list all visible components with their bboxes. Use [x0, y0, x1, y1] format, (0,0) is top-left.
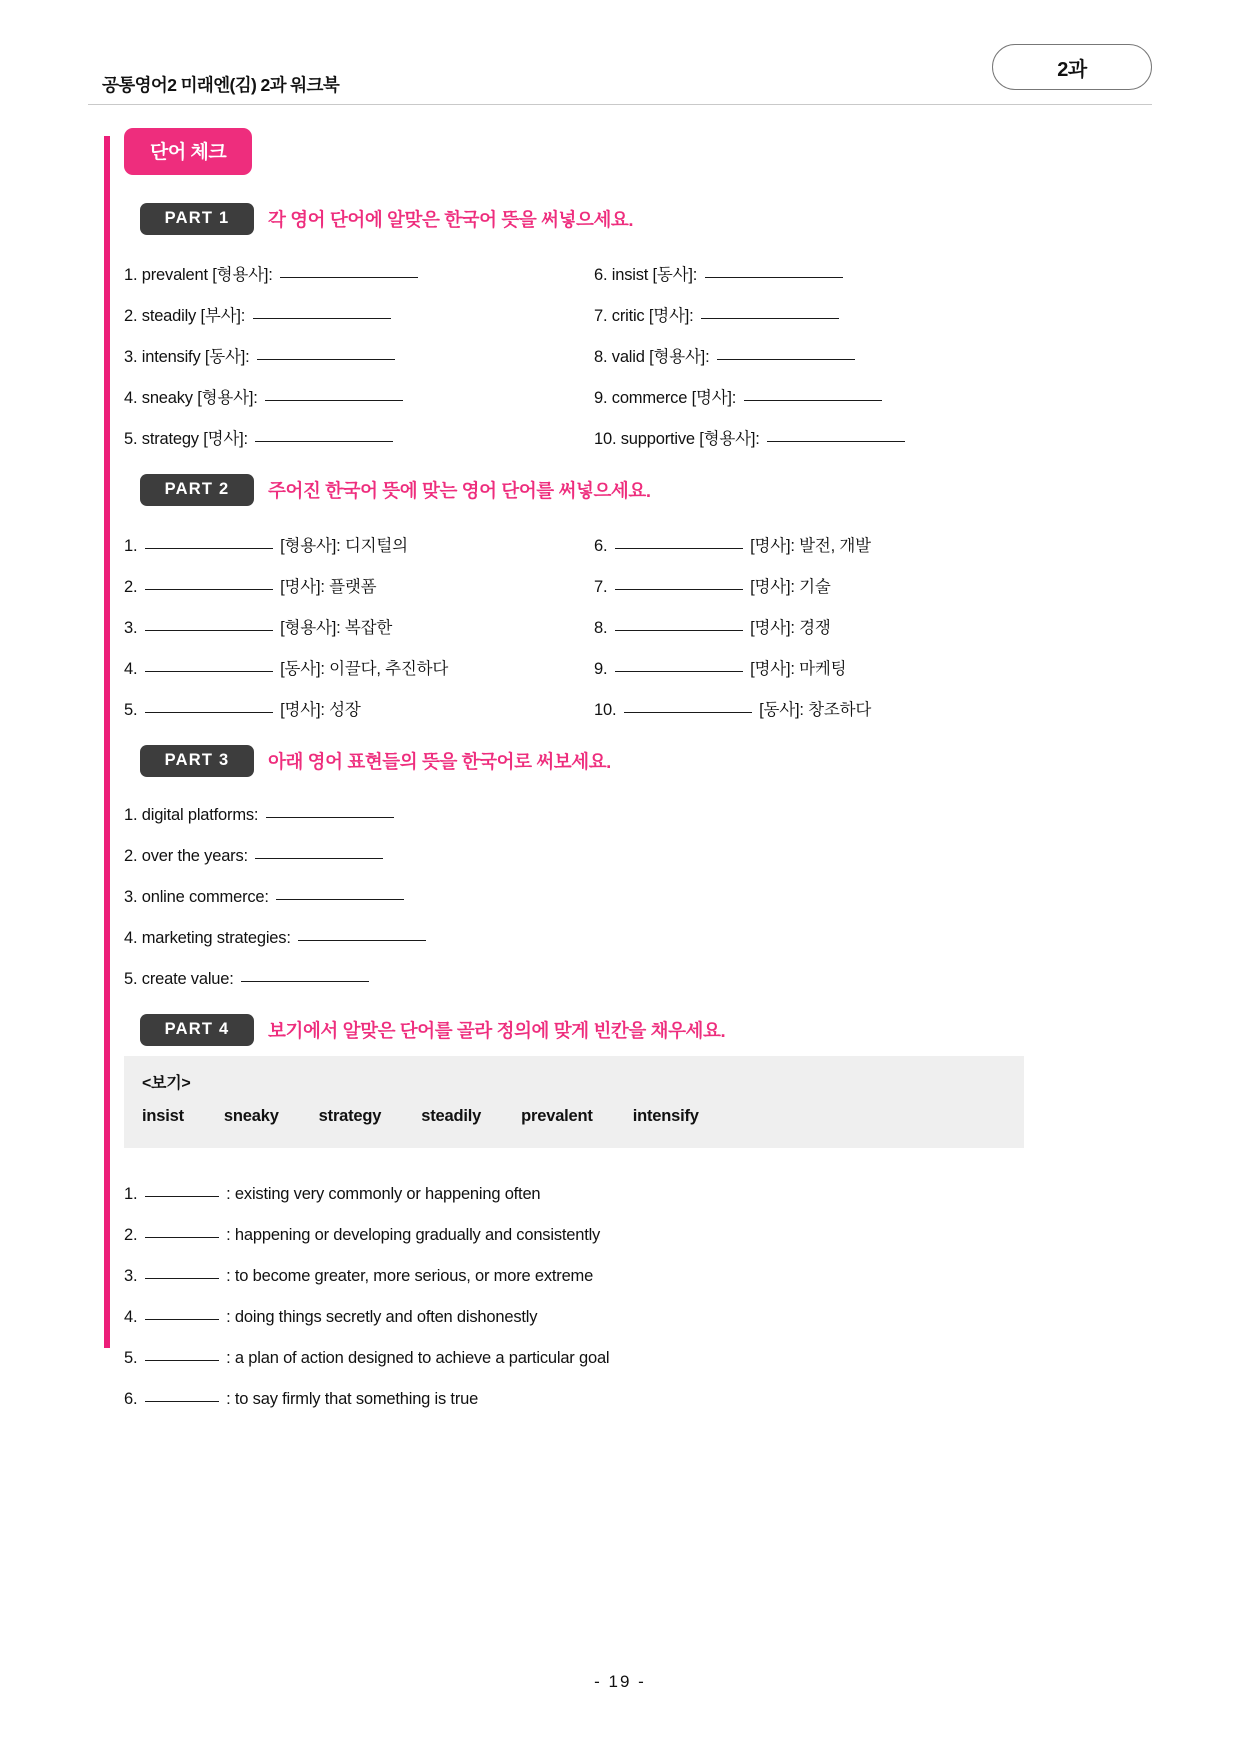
answer-blank[interactable] — [145, 671, 273, 672]
definition-row — [124, 1174, 1152, 1215]
item-number: 1. — [124, 806, 138, 824]
definition-text: : happening or developing gradually and consistently — [226, 1226, 601, 1244]
page-number: - 19 - — [594, 1672, 646, 1691]
answer-blank[interactable] — [615, 630, 743, 631]
pink-left-rail — [104, 136, 110, 1348]
answer-blank[interactable] — [145, 1278, 219, 1279]
answer-blank[interactable] — [145, 1319, 219, 1320]
item-number: 10. — [594, 701, 617, 719]
item-number: 5. — [124, 430, 138, 448]
part-2-items — [124, 526, 1152, 731]
item-row — [124, 959, 1152, 1000]
item-text: insist [동사]: — [611, 266, 698, 284]
item-row — [124, 836, 1152, 877]
item-row — [124, 296, 584, 337]
answer-blank[interactable] — [276, 899, 404, 900]
item-number: 2. — [124, 307, 138, 325]
word-bank — [124, 1056, 1024, 1148]
item-number: 7. — [594, 578, 608, 596]
item-row — [124, 918, 1152, 959]
item-number: 6. — [124, 1390, 138, 1408]
item-text: [명사]: 발전, 개발 — [750, 537, 871, 555]
item-number: 1. — [124, 1185, 138, 1203]
definition-text: : to say firmly that something is true — [226, 1390, 479, 1408]
definition-row — [124, 1215, 1152, 1256]
part-header-1 — [140, 203, 1152, 235]
definition-text: : existing very commonly or happening often — [226, 1185, 541, 1203]
item-row — [594, 378, 1152, 419]
part-header-2 — [140, 474, 1152, 506]
part-instruction-4: 보기에서 알맞은 단어를 골라 정의에 맞게 빈칸을 채우세요. — [268, 1020, 726, 1041]
page-title: 공통영어2 미래엔(김) 2과 워크북 — [102, 75, 340, 95]
part-3-items — [124, 795, 1152, 1000]
item-text: supportive [형용사]: — [620, 430, 760, 448]
item-text: [명사]: 성장 — [280, 701, 361, 719]
item-text: marketing strategies: — [141, 929, 291, 947]
item-number: 1. — [124, 537, 138, 555]
item-text: [명사]: 플랫폼 — [280, 578, 377, 596]
answer-blank[interactable] — [145, 630, 273, 631]
item-text: sneaky [형용사]: — [141, 389, 258, 407]
item-text: critic [명사]: — [611, 307, 694, 325]
lesson-badge-label: 2과 — [1057, 58, 1087, 81]
item-row — [594, 526, 1152, 567]
answer-blank[interactable] — [624, 712, 752, 713]
item-number: 3. — [124, 888, 138, 906]
answer-blank[interactable] — [145, 1360, 219, 1361]
item-row — [124, 795, 1152, 836]
item-number: 5. — [124, 1349, 138, 1367]
item-text: commerce [명사]: — [611, 389, 737, 407]
item-number: 9. — [594, 660, 608, 678]
word-bank-word[interactable]: intensify — [632, 1107, 699, 1125]
answer-blank[interactable] — [705, 277, 843, 278]
item-number: 8. — [594, 619, 608, 637]
item-number: 9. — [594, 389, 608, 407]
answer-blank[interactable] — [145, 1237, 219, 1238]
header-divider — [88, 104, 1152, 105]
word-bank-words — [142, 1107, 1006, 1126]
answer-blank[interactable] — [145, 548, 273, 549]
lesson-badge — [992, 44, 1152, 90]
item-row — [594, 255, 1152, 296]
item-row — [594, 296, 1152, 337]
item-row — [124, 255, 584, 296]
item-number: 5. — [124, 970, 138, 988]
definition-text: : a plan of action designed to achieve a particular goal — [226, 1349, 610, 1367]
item-text: [명사]: 마케팅 — [750, 660, 847, 678]
word-bank-label: <보기> — [142, 1075, 191, 1092]
item-number: 5. — [124, 701, 138, 719]
part-tag-4: PART 4 — [140, 1014, 254, 1046]
answer-blank[interactable] — [744, 400, 882, 401]
worksheet-content — [88, 128, 1152, 1420]
part-instruction-3: 아래 영어 표현들의 뜻을 한국어로 써보세요. — [268, 751, 611, 772]
item-text: valid [형용사]: — [611, 348, 710, 366]
item-row — [124, 526, 584, 567]
item-row — [594, 608, 1152, 649]
page-header — [88, 0, 1152, 100]
word-bank-word[interactable]: insist — [142, 1107, 184, 1125]
answer-blank[interactable] — [717, 359, 855, 360]
item-text: strategy [명사]: — [141, 430, 248, 448]
part-tag-2: PART 2 — [140, 474, 254, 506]
item-number: 2. — [124, 1226, 138, 1244]
section-title-pill — [124, 128, 252, 175]
part-tag-3: PART 3 — [140, 745, 254, 777]
item-row — [124, 567, 584, 608]
item-number: 1. — [124, 266, 138, 284]
answer-blank[interactable] — [615, 548, 743, 549]
part-4-definitions — [124, 1174, 1152, 1420]
definition-row — [124, 1379, 1152, 1420]
item-text: [명사]: 경쟁 — [750, 619, 831, 637]
part-header-3 — [140, 745, 1152, 777]
item-row — [124, 378, 584, 419]
item-text: over the years: — [141, 847, 248, 865]
item-row — [594, 419, 1152, 460]
word-bank-word[interactable]: prevalent — [521, 1107, 593, 1125]
word-bank-word[interactable]: strategy — [318, 1107, 382, 1125]
answer-blank[interactable] — [280, 277, 418, 278]
section-title-label: 단어 체크 — [150, 142, 227, 163]
item-text: [명사]: 기술 — [750, 578, 831, 596]
item-number: 3. — [124, 348, 138, 366]
answer-blank[interactable] — [145, 712, 273, 713]
item-row — [594, 690, 1152, 731]
part-instruction-2: 주어진 한국어 뜻에 맞는 영어 단어를 써넣으세요. — [268, 480, 651, 501]
item-text: [형용사]: 디지털의 — [280, 537, 408, 555]
item-row — [124, 690, 584, 731]
item-number: 3. — [124, 619, 138, 637]
item-row — [124, 608, 584, 649]
item-row — [594, 649, 1152, 690]
item-row — [124, 337, 584, 378]
answer-blank[interactable] — [266, 817, 394, 818]
item-row — [594, 337, 1152, 378]
answer-blank[interactable] — [145, 1401, 219, 1402]
answer-blank[interactable] — [767, 441, 905, 442]
definition-text: : to become greater, more serious, or more extreme — [226, 1267, 594, 1285]
answer-blank[interactable] — [298, 940, 426, 941]
answer-blank[interactable] — [257, 359, 395, 360]
definition-row — [124, 1338, 1152, 1379]
part-1-items — [124, 255, 1152, 460]
item-text: create value: — [141, 970, 234, 988]
item-text: steadily [부사]: — [141, 307, 246, 325]
item-text: digital platforms: — [141, 806, 259, 824]
item-text: [형용사]: 복잡한 — [280, 619, 393, 637]
answer-blank[interactable] — [255, 858, 383, 859]
definition-row — [124, 1297, 1152, 1338]
definition-row — [124, 1256, 1152, 1297]
item-row — [124, 877, 1152, 918]
item-number: 2. — [124, 578, 138, 596]
item-number: 10. — [594, 430, 617, 448]
page-footer — [0, 1672, 1240, 1692]
answer-blank[interactable] — [145, 1196, 219, 1197]
word-bank-word[interactable]: steadily — [421, 1107, 482, 1125]
item-number: 7. — [594, 307, 608, 325]
word-bank-word[interactable]: sneaky — [223, 1107, 279, 1125]
item-number: 6. — [594, 266, 608, 284]
worksheet-body — [88, 128, 1152, 1420]
item-text: prevalent [형용사]: — [141, 266, 273, 284]
item-text: online commerce: — [141, 888, 269, 906]
answer-blank[interactable] — [241, 981, 369, 982]
part-tag-1: PART 1 — [140, 203, 254, 235]
answer-blank[interactable] — [253, 318, 391, 319]
item-number: 4. — [124, 389, 138, 407]
answer-blank[interactable] — [255, 441, 393, 442]
answer-blank[interactable] — [615, 589, 743, 590]
item-number: 4. — [124, 1308, 138, 1326]
item-number: 4. — [124, 660, 138, 678]
item-row — [594, 567, 1152, 608]
answer-blank[interactable] — [265, 400, 403, 401]
part-header-4 — [140, 1014, 1152, 1046]
item-number: 6. — [594, 537, 608, 555]
item-number: 8. — [594, 348, 608, 366]
item-row — [124, 649, 584, 690]
answer-blank[interactable] — [615, 671, 743, 672]
item-text: [동사]: 창조하다 — [759, 701, 872, 719]
item-text: [동사]: 이끌다, 추진하다 — [280, 660, 449, 678]
answer-blank[interactable] — [701, 318, 839, 319]
definition-text: : doing things secretly and often dishonestly — [226, 1308, 538, 1326]
part-instruction-1: 각 영어 단어에 알맞은 한국어 뜻을 써넣으세요. — [268, 209, 634, 230]
item-row — [124, 419, 584, 460]
answer-blank[interactable] — [145, 589, 273, 590]
item-number: 2. — [124, 847, 138, 865]
item-number: 4. — [124, 929, 138, 947]
item-text: intensify [동사]: — [141, 348, 250, 366]
item-number: 3. — [124, 1267, 138, 1285]
